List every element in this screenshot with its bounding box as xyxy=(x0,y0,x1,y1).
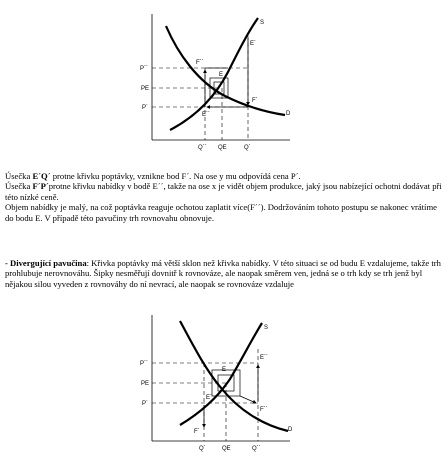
label-p-dprime: P´´ xyxy=(140,361,148,367)
label-d: D xyxy=(286,111,291,117)
label-e: E xyxy=(219,72,224,78)
label-pe: PE xyxy=(141,86,150,92)
label-f-dprime: F´´ xyxy=(196,60,204,66)
label-e: E xyxy=(222,367,227,373)
label-q-dprime: Q´´ xyxy=(198,145,207,151)
label-pe: PE xyxy=(141,381,150,387)
cobweb-diagram-1 xyxy=(140,12,300,156)
label-q-dprime: Q´´ xyxy=(252,446,261,452)
label-q-prime: Q´ xyxy=(199,446,206,452)
label-qe: QE xyxy=(222,446,231,452)
paragraph-1: Úsečka E´Q´ protne křivku poptávky, vznikne bod F´. Na ose y mu odpovídá cena P´. Úsečka F´P´protne křivku nabídky v bodě E´´, takže na ose x je vidět objem produkce, jaký jsou nabízející ochotni dodávat při této nízké ceně. Objem nabídky je malý, na což poptávka reaguje ochotou zaplatit více(F´´). Dodržováním tohoto postupu se nakonec vrátíme do bodu E. V případě této pavučiny trh rovnovahu obnovuje. xyxy=(5,171,442,223)
label-q-prime: Q´ xyxy=(244,145,251,151)
label-s: S xyxy=(260,20,265,26)
label-p-dprime: P´´ xyxy=(140,66,148,72)
label-e-dprime: E´´ xyxy=(260,355,268,361)
label-e-prime: E´ xyxy=(250,41,256,47)
supply-curve xyxy=(180,323,262,425)
label-d: D xyxy=(288,427,293,433)
label-s: S xyxy=(264,325,269,331)
supply-curve xyxy=(170,18,258,130)
figure-convergent-cobweb xyxy=(140,12,300,156)
label-e-dprime: E´´ xyxy=(202,112,210,118)
label-f-dprime: F´´ xyxy=(260,407,268,413)
text-block-2 xyxy=(5,258,443,289)
figure-divergent-cobweb xyxy=(140,313,300,457)
label-p-prime: P´ xyxy=(142,401,148,407)
label-f-prime: F´ xyxy=(252,98,258,104)
label-f-prime: F´ xyxy=(194,429,200,435)
cobweb-diagram-2 xyxy=(140,313,300,457)
text-block-1 xyxy=(5,171,443,223)
cobweb-arrow-2 xyxy=(240,396,256,403)
paragraph-2: - Divergující pavučina: Křivka poptávky má větší sklon než křivka nabídky. V této situaci se od budu E vzdalujeme, takže trh prohlubuje nerovnováhu. Šipky nesměřují dovnitř k rovnováze, ale naopak směrem ven, jedná se o trh kdy se trh jenž byl nějakou silou vyveden z rovnováhy do ní nevrací, ale naopak se rovnováze vzdaluje xyxy=(5,258,441,289)
demand-curve xyxy=(166,26,285,115)
label-p-prime: P´ xyxy=(142,105,148,111)
label-e-prime: E´ xyxy=(206,395,212,401)
label-qe: QE xyxy=(218,145,227,151)
